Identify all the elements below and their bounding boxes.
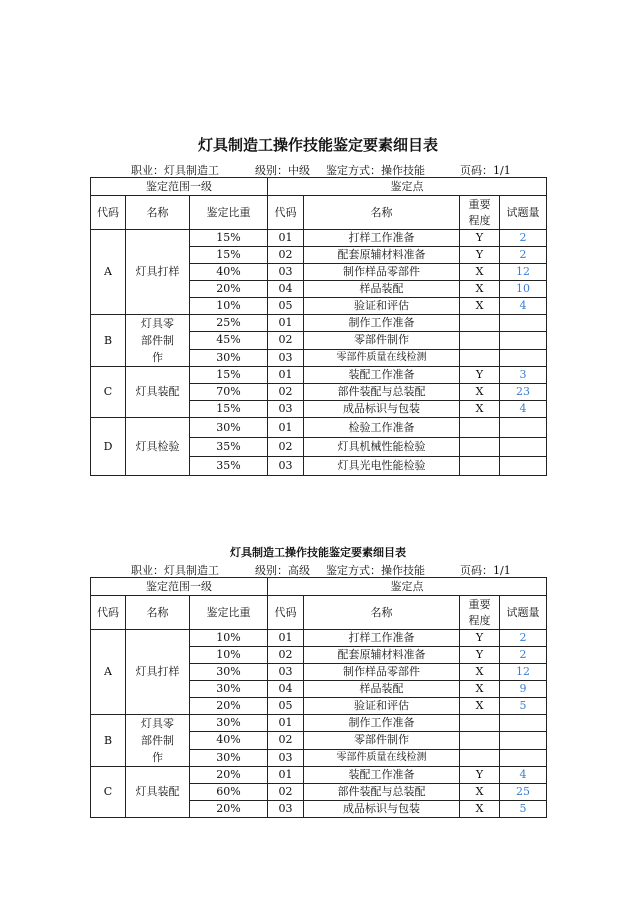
group-code: D [91,418,126,476]
ratio-cell: 15% [190,230,268,247]
importance-header: 重要程度 [460,196,500,230]
qty-cell [500,332,547,349]
importance-cell: Y [460,767,500,784]
qty-cell [500,315,547,332]
point-code-cell: 02 [268,384,304,401]
point-code-cell: 03 [268,401,304,418]
ratio-cell: 20% [190,767,268,784]
qty-cell: 4 [500,767,547,784]
ratio-cell: 10% [190,647,268,664]
importance-cell: Y [460,647,500,664]
point-name-cell: 成品标识与包装 [304,801,460,818]
qty-cell [500,732,547,749]
qty-cell [500,349,547,366]
ratio-cell: 15% [190,247,268,264]
importance-cell [460,315,500,332]
ratio-cell: 30% [190,681,268,698]
point-name-cell: 验证和评估 [304,298,460,315]
point-name-cell: 检验工作准备 [304,418,460,438]
importance-cell [460,457,500,476]
group-code: C [91,767,126,818]
group-name: 灯具零部件制作 [126,715,190,767]
code-header: 代码 [91,596,126,630]
point-code-cell: 02 [268,784,304,801]
point-name-cell: 零部件制作 [304,732,460,749]
importance-cell [460,749,500,766]
name-header: 名称 [126,196,190,230]
ratio-cell: 10% [190,630,268,647]
ratio-cell: 30% [190,349,268,366]
point-name-cell: 样品装配 [304,681,460,698]
importance-cell [460,418,500,438]
importance-cell: X [460,298,500,315]
importance-cell: X [460,698,500,715]
ratio-cell: 30% [190,749,268,766]
table1-grid [90,177,547,476]
table-row [91,230,547,247]
point-name-cell: 成品标识与包装 [304,401,460,418]
point-code-cell: 01 [268,767,304,784]
point-name-cell: 装配工作准备 [304,767,460,784]
point-code-cell: 02 [268,732,304,749]
ratio-cell: 20% [190,698,268,715]
group-code: A [91,630,126,715]
group-name: 灯具装配 [126,767,190,818]
importance-cell [460,715,500,732]
table2-occupation: 职业：灯具制造工 [131,564,219,577]
qty-cell [500,715,547,732]
point-header: 鉴定点 [268,178,547,196]
point-name-cell: 灯具光电性能检验 [304,457,460,476]
point-name-cell: 制作样品零部件 [304,264,460,281]
point-name-cell: 制作样品零部件 [304,664,460,681]
qty-cell [500,418,547,438]
point-name-cell: 打样工作准备 [304,230,460,247]
importance-cell [460,349,500,366]
importance-cell: Y [460,630,500,647]
ratio-cell: 70% [190,384,268,401]
point-code-cell: 03 [268,749,304,766]
table-row [91,367,547,384]
group-code: B [91,715,126,767]
point-code-cell: 01 [268,367,304,384]
point-name-cell: 零部件质量在线检测 [304,349,460,366]
code-header: 代码 [91,196,126,230]
group-name: 灯具零部件制作 [126,315,190,367]
qty-cell: 2 [500,647,547,664]
ratio-header: 鉴定比重 [190,596,268,630]
importance-cell: X [460,801,500,818]
qty-cell: 12 [500,664,547,681]
scope-header: 鉴定范围一级 [91,578,268,596]
qty-cell: 3 [500,367,547,384]
table-row [91,630,547,647]
point-code-header: 代码 [268,596,304,630]
group-code: C [91,367,126,418]
table1-page: 页码：1/1 [460,164,511,177]
importance-cell: Y [460,367,500,384]
qty-cell: 12 [500,264,547,281]
importance-cell: X [460,281,500,298]
point-code-cell: 04 [268,681,304,698]
importance-cell: X [460,384,500,401]
qty-cell [500,438,547,457]
point-code-header: 代码 [268,196,304,230]
ratio-cell: 35% [190,457,268,476]
point-code-cell: 05 [268,698,304,715]
point-name-cell: 零部件质量在线检测 [304,749,460,766]
importance-cell: X [460,401,500,418]
point-name-cell: 打样工作准备 [304,630,460,647]
point-name-cell: 零部件制作 [304,332,460,349]
point-name-cell: 配套原辅材料准备 [304,247,460,264]
point-name-cell: 部件装配与总装配 [304,384,460,401]
table-row [91,715,547,732]
table-row [91,767,547,784]
table1-title: 灯具制造工操作技能鉴定要素细目表 [197,136,438,154]
qty-cell: 2 [500,230,547,247]
point-code-cell: 01 [268,630,304,647]
point-code-cell: 02 [268,647,304,664]
importance-cell: X [460,264,500,281]
ratio-cell: 30% [190,715,268,732]
qty-cell [500,457,547,476]
ratio-cell: 20% [190,801,268,818]
ratio-cell: 40% [190,732,268,749]
point-code-cell: 03 [268,264,304,281]
table-header-row [91,196,547,230]
importance-cell [460,438,500,457]
table-header-row [91,178,547,196]
table2-title: 灯具制造工操作技能鉴定要素细目表 [230,546,406,559]
ratio-cell: 15% [190,401,268,418]
ratio-cell: 30% [190,664,268,681]
importance-header: 重要程度 [460,596,500,630]
ratio-cell: 15% [190,367,268,384]
point-name-cell: 制作工作准备 [304,715,460,732]
point-code-cell: 05 [268,298,304,315]
point-code-cell: 03 [268,349,304,366]
table2-page: 页码：1/1 [460,564,511,577]
point-name-cell: 部件装配与总装配 [304,784,460,801]
qty-cell: 5 [500,698,547,715]
group-name: 灯具装配 [126,367,190,418]
table1-level: 级别：中级 [255,164,310,177]
qty-cell: 4 [500,298,547,315]
point-code-cell: 03 [268,457,304,476]
qty-cell: 4 [500,401,547,418]
point-name-cell: 制作工作准备 [304,315,460,332]
ratio-cell: 35% [190,438,268,457]
point-code-cell: 01 [268,230,304,247]
table-header-row [91,578,547,596]
name-header: 名称 [126,596,190,630]
group-name: 灯具打样 [126,630,190,715]
point-name-cell: 验证和评估 [304,698,460,715]
table1-occupation: 职业：灯具制造工 [131,164,219,177]
point-code-cell: 03 [268,664,304,681]
point-code-cell: 01 [268,715,304,732]
ratio-cell: 45% [190,332,268,349]
table2-method: 鉴定方式：操作技能 [326,564,425,577]
qty-cell: 9 [500,681,547,698]
point-code-cell: 02 [268,332,304,349]
point-name-cell: 样品装配 [304,281,460,298]
point-name-cell: 灯具机械性能检验 [304,438,460,457]
table-row [91,418,547,438]
point-code-cell: 01 [268,418,304,438]
qty-cell: 23 [500,384,547,401]
importance-cell: X [460,681,500,698]
ratio-cell: 40% [190,264,268,281]
point-name-header: 名称 [304,196,460,230]
ratio-cell: 30% [190,418,268,438]
point-code-cell: 03 [268,801,304,818]
table1-method: 鉴定方式：操作技能 [326,164,425,177]
point-code-cell: 04 [268,281,304,298]
group-code: A [91,230,126,315]
ratio-cell: 20% [190,281,268,298]
qty-cell: 25 [500,784,547,801]
qty-cell: 2 [500,247,547,264]
qty-cell: 10 [500,281,547,298]
qty-cell [500,749,547,766]
importance-cell: Y [460,230,500,247]
point-name-cell: 配套原辅材料准备 [304,647,460,664]
point-code-cell: 02 [268,247,304,264]
group-code: B [91,315,126,367]
importance-cell [460,732,500,749]
qty-header: 试题量 [500,596,547,630]
ratio-header: 鉴定比重 [190,196,268,230]
point-name-header: 名称 [304,596,460,630]
ratio-cell: 10% [190,298,268,315]
importance-cell [460,332,500,349]
group-name: 灯具检验 [126,418,190,476]
table-header-row [91,596,547,630]
ratio-cell: 25% [190,315,268,332]
point-code-cell: 02 [268,438,304,457]
qty-header: 试题量 [500,196,547,230]
group-name: 灯具打样 [126,230,190,315]
importance-cell: X [460,664,500,681]
table2-grid [90,577,547,818]
ratio-cell: 60% [190,784,268,801]
table2-level: 级别：高级 [255,564,310,577]
qty-cell: 5 [500,801,547,818]
scope-header: 鉴定范围一级 [91,178,268,196]
table-row [91,315,547,332]
point-name-cell: 装配工作准备 [304,367,460,384]
importance-cell: Y [460,247,500,264]
point-header: 鉴定点 [268,578,547,596]
qty-cell: 2 [500,630,547,647]
importance-cell: X [460,784,500,801]
point-code-cell: 01 [268,315,304,332]
